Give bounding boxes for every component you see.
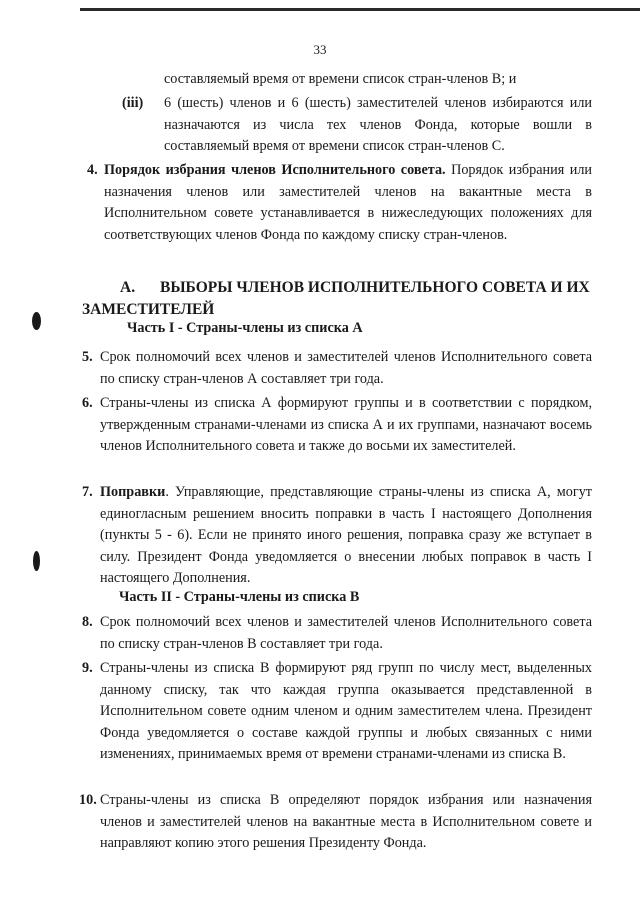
part-2-title: Часть II - Страны-члены из списка В (119, 589, 360, 605)
para-6-number: 6. (82, 395, 93, 411)
para-9-number: 9. (82, 660, 93, 676)
para-6-text: Страны-члены из списка А формируют группы и в соответствии с порядком, утвержденным странами-членами из списка А и их группами, назначают восемь членов Исполнительного совета и также до восьми их заместителей. (100, 395, 592, 454)
para-10-number: 10. (79, 792, 97, 808)
binding-hole-mark (32, 312, 41, 330)
para-10-text: Страны-члены из списка В определяют порядок избрания или назначения членов и заместителей членов на вакантные места в Исполнительном совете и направляют копию этого решения Президенту Фонда. (100, 792, 592, 851)
top-scan-rule (80, 8, 640, 11)
para-8-text: Срок полномочий всех членов и заместителей членов Исполнительного совета по списку стран-членов В составляет три года. (100, 614, 592, 652)
para-8-number: 8. (82, 614, 93, 630)
section-a-title-text: ВЫБОРЫ ЧЛЕНОВ ИСПОЛНИТЕЛЬНОГО СОВЕТА И ИХ ЗАМЕСТИТЕЛЕЙ (82, 279, 590, 318)
para-4-title: Порядок избрания членов Исполнительного совета. (104, 162, 446, 178)
part-1-title: Часть I - Страны-члены из списка А (127, 320, 363, 336)
para-4-number: 4. (87, 162, 98, 178)
para-7-title: Поправки (100, 484, 166, 500)
item-iii-label: (iii) (122, 95, 144, 111)
para-5-number: 5. (82, 349, 93, 365)
binding-hole-mark (33, 551, 40, 571)
para-7-number: 7. (82, 484, 93, 500)
para-5-text: Срок полномочий всех членов и заместителей членов Исполнительного совета по списку стран-членов А составляет три года. (100, 349, 592, 387)
para-9-text: Страны-члены из списка В формируют ряд групп по числу мест, выделенных данному списку, так что каждая группа оказывается представленной в Исполнительном совете одним членом и одним заместителем члена. Президент Фонда уведомляется о составе каждой группы и любых связанных с ними изменениях, принимаемых время от времени странами-членами из списка В. (100, 660, 592, 762)
para-4-text (104, 160, 592, 246)
para-4-body: Порядок избрания или назначения членов или заместителей членов на вакантные места в Исполнительном совете устанавливается в нижеследующих положениях для соответствующих членов Фонда по каждому списку стран-членов. (104, 162, 592, 243)
section-a-title (82, 277, 592, 321)
page-number: 33 (313, 42, 327, 57)
para-7-body: . Управляющие, представляющие страны-члены из списка А, могут единогласным решением вносить поправки в часть I настоящего Дополнения (пункты 5 - 6). Если не принято иного решения, поправка сразу же вступает в силу. Президент Фонда уведомляется о внесении любых поправок в часть I настоящего Дополнения. (100, 484, 592, 586)
para-7-text (100, 482, 592, 590)
item-ii-continuation: составляемый время от времени список стран-членов В; и (164, 71, 517, 87)
item-iii-text: 6 (шесть) членов и 6 (шесть) заместителей членов избираются или назначаются из числа тех членов Фонда, которые вошли в составляемый время от времени список стран-членов С. (164, 95, 592, 154)
section-a-letter: А. (120, 279, 136, 296)
